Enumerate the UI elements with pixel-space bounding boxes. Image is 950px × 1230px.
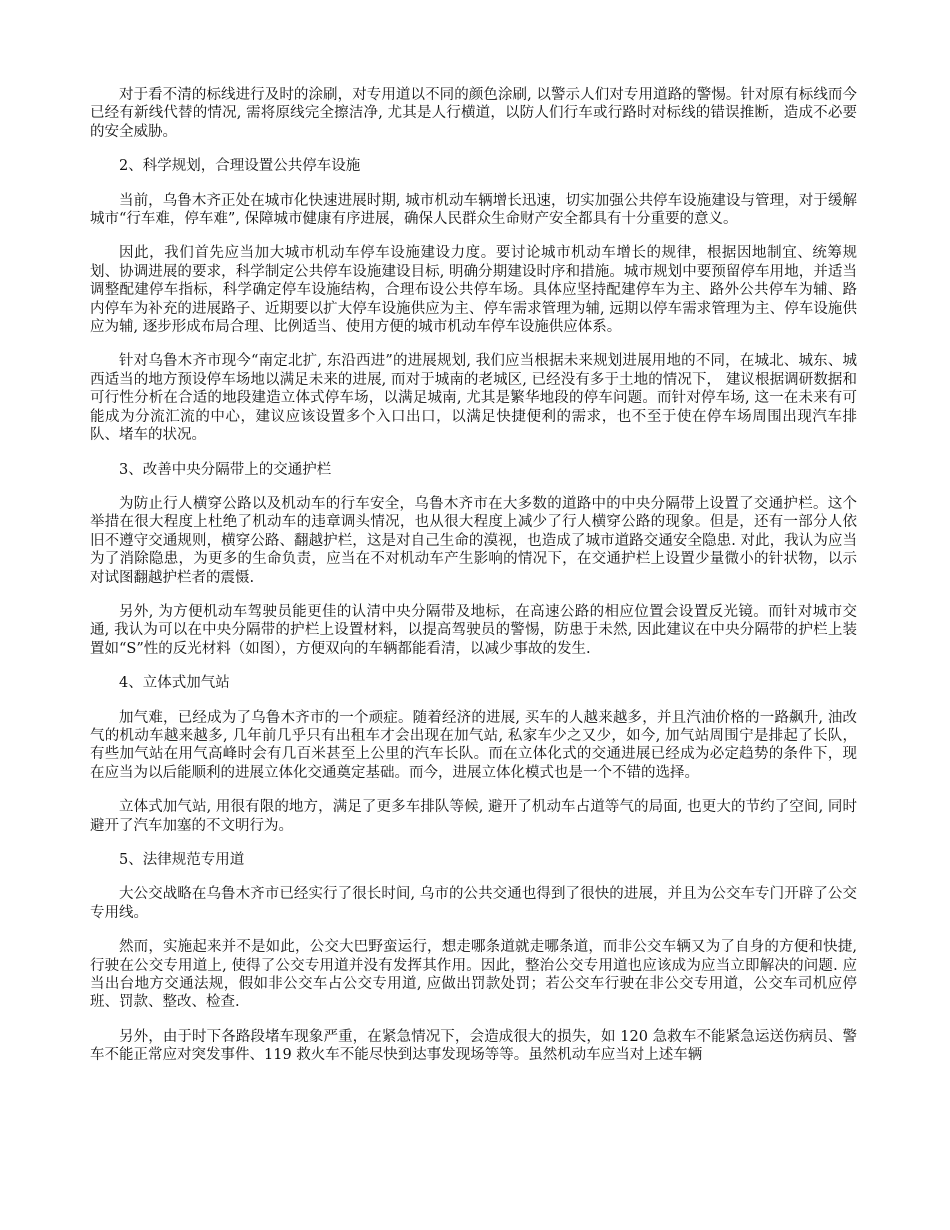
paragraph: 然而，实施起来并不是如此，公交大巴野蛮运行，想走哪条道就走哪条道，而非公交车辆又为了自身的方便和快捷, 行驶在公交专用道上, 使得了公交专用道并没有发挥其作用。因此，整治公交专用道也应该成为应当立即解决的问题. 应当出台地方交通法规，假如非公交车占公交专用道, 应做出罚款处罚；若公交车行驶在非公交专用道，公交车司机应停班、罚款、整改、检查. (90, 939, 857, 1011)
paragraph: 因此，我们首先应当加大城市机动车停车设施建设力度。要讨论城市机动车增长的规律，根据因地制宜、统筹规划、协调进展的要求，科学制定公共停车设施建设目标, 明确分期建设时序和措施。城市规划中要预留停车用地，并适当调整配建停车指标，科学确定停车设施结构，合理布设公共停车场。具体应坚持配建停车为主、路外公共停车为辅、路内停车为补充的进展路子、近期要以扩大停车设施供应为主、停车需求管理为辅, 远期以停车需求管理为主、停车设施供应为辅, 逐步形成布局合理、比例适当、使用方便的城市机动车停车设施供应体系。 (90, 245, 857, 336)
paragraph: 大公交战略在乌鲁木齐市已经实行了很长时间, 乌市的公共交通也得到了很快的进展，并且为公交车专门开辟了公交专用线。 (90, 886, 857, 921)
section-heading: 4、立体式加气站 (119, 675, 230, 692)
section-heading: 2、科学规划，合理设置公共停车设施 (119, 158, 361, 175)
section-heading: 5、法律规范专用道 (119, 852, 245, 868)
section-heading: 3、改善中央分隔带上的交通护栏 (119, 461, 332, 478)
paragraph: 另外, 为方便机动车驾驶员能更佳的认清中央分隔带及地标，在高速公路的相应位置会设置反光镜。而针对城市交通, 我认为可以在中央分隔带的护栏上设置材料，以提高驾驶员的警惕，防患于未然, 因此建议在中央分隔带的护栏上装置如“S”性的反光材料（如图），方便双向的车辆都能看清，以减少事故的发生. (90, 603, 857, 657)
paragraph: 另外，由于时下各路段堵车现象严重，在紧急情况下，会造成很大的损失，如 120 急救车不能紧急运送伤病员、警车不能正常应对突发事件、119 救火车不能尽快到达事发现场等等。虽然机动车应当对上述车辆 (90, 1028, 857, 1064)
paragraph: 针对乌鲁木齐市现今“南定北扩, 东沿西进”的进展规划, 我们应当根据未来规划进展用地的不同，在城北、城东、城西适当的地方预设停车场地以满足未来的进展, 而对于城南的老城区, 已经没有多于土地的情况下， 建议根据调研数据和可行性分析在合适的地段建造立体式停车场，以满足城南, 尤其是繁华地段的停车问题。而针对停车场, 这一在未来有可能成为分流汇流的中心，建议应该设置多个入口出口，以满足快捷便利的需求，也不至于使在停车场周围出现汽车排队、堵车的状况。 (90, 353, 857, 444)
paragraph: 对于看不清的标线进行及时的涂刷，对专用道以不同的颜色涂刷, 以警示人们对专用道路的警惕。针对原有标线而今已经有新线代替的情况, 需将原线完全擦洁净, 尤其是人行横道，以防人们行车或行路时对标线的错误推断，造成不必要的安全威胁。 (90, 87, 857, 140)
paragraph: 立体式加气站, 用很有限的地方，满足了更多车排队等候, 避开了机动车占道等气的局面, 也更大的节约了空间, 同时避开了汽车加塞的不文明行为。 (90, 799, 857, 834)
paragraph: 加气难，已经成为了乌鲁木齐市的一个顽症。随着经济的进展, 买车的人越来越多，并且汽油价格的一路飙升, 油改气的机动车越来越多, 几年前几乎只有出租车才会出现在加气站, 私家车少之又少，如今, 加气站周围宁是排起了长队，有些加气站在用气高峰时会有几百米甚至上公里的汽车长队。而在立体化式的交通进展已经成为必定趋势的条件下，现在应当为以后能顺利的进展立体化交通奠定基础。而今，进展立体化模式也是一个不错的选择。 (90, 709, 857, 781)
paragraph: 为防止行人横穿公路以及机动车的行车安全，乌鲁木齐市在大多数的道路中的中央分隔带上设置了交通护栏。这个举措在很大程度上杜绝了机动车的违章调头情况，也从很大程度上减少了行人横穿公路的现象。但是，还有一部分人依旧不遵守交通规则，横穿公路、翻越护栏，这是对自己生命的漠视，也造成了城市道路交通安全隐患. 对此，我认为应当为了消除隐患，为更多的生命负责，应当在不对机动车产生影响的情况下，在交通护栏上设置少量微小的针状物，以示对试图翻越护栏者的震慑. (90, 495, 857, 586)
paragraph: 当前，乌鲁木齐正处在城市化快速进展时期, 城市机动车辆增长迅速，切实加强公共停车设施建设与管理，对于缓解城市“行车难，停车难”, 保障城市健康有序进展，确保人民群众生命财产安全都具有十分重要的意义。 (90, 192, 857, 228)
